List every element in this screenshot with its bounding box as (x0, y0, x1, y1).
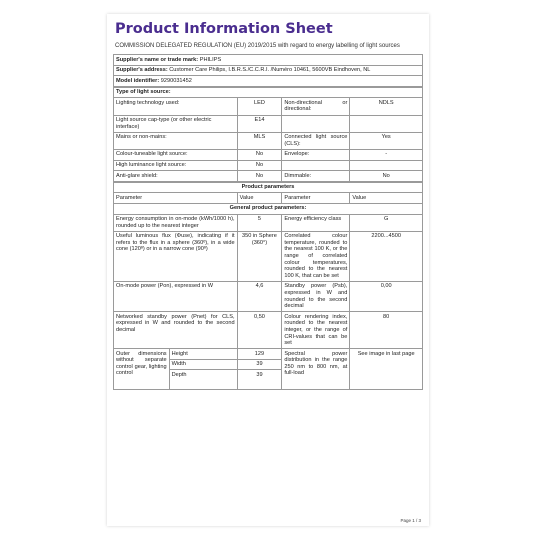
dimensions-row (114, 349, 423, 360)
type-label: Colour-tuneable light source: (114, 149, 238, 160)
column-header-parameter: Parameter (282, 193, 350, 204)
param-label: Networked standby power (Pnet) for CLS, expressed in W and rounded to the second decimal (114, 312, 238, 349)
general-params-heading: General product parameters: (114, 203, 423, 214)
type-heading: Type of light source: (114, 87, 423, 98)
spectral-label: Spectral power distribution in the range 250 nm to 800 nm, at full-load (282, 349, 350, 390)
type-value: MLS (237, 132, 282, 149)
type-value (350, 160, 423, 171)
spectral-value: See image in last page (350, 349, 423, 390)
page-content (113, 20, 423, 390)
type-table (113, 87, 423, 182)
type-row (114, 98, 423, 115)
param-value: 80 (350, 312, 423, 349)
param-label: Useful luminous flux (Φuse), indicating if it refers to the flux in a sphere (360º), in a wide cone (120º) or in a narrow cone (90º) (114, 231, 238, 281)
type-label: Dimmable: (282, 171, 350, 182)
page-number: Page 1 / 3 (400, 518, 421, 523)
type-value: LED (237, 98, 282, 115)
supplier-address-label: Supplier's address: (116, 67, 168, 74)
column-header-parameter: Parameter (114, 193, 238, 204)
height-label: Height (169, 349, 237, 360)
params-row (114, 312, 423, 349)
param-value: 4,6 (237, 281, 282, 311)
type-label: Connected light source (CLS): (282, 132, 350, 149)
type-label (282, 160, 350, 171)
type-value: NDLS (350, 98, 423, 115)
type-label: Envelope: (282, 149, 350, 160)
param-value: 2200...4500 (350, 231, 423, 281)
model-identifier-label: Model identifier: (116, 77, 160, 84)
model-identifier-value: 9290031452 (160, 77, 192, 84)
type-value: No (237, 149, 282, 160)
supplier-address-row (114, 65, 423, 76)
type-row (114, 160, 423, 171)
param-label: Colour rendering index, rounded to the nearest integer, or the range of CRI-values that can be set (282, 312, 350, 349)
params-header-row (114, 193, 423, 204)
column-header-value: Value (350, 193, 423, 204)
type-value: No (237, 171, 282, 182)
param-label: Energy consumption in on-mode (kWh/1000 h), rounded up to the nearest integer (114, 214, 238, 231)
supplier-name-label: Supplier's name or trade mark: (116, 56, 199, 63)
param-label: Correlated colour temperature, rounded to the nearest 100 K, or the range of correlated colour temperatures, rounded to the nearest 100 K, that can be set (282, 231, 350, 281)
type-label: Mains or non-mains: (114, 132, 238, 149)
model-identifier-row (114, 76, 423, 87)
depth-label: Depth (169, 370, 237, 390)
param-value: 0,50 (237, 312, 282, 349)
height-value: 129 (237, 349, 282, 360)
type-value: No (237, 160, 282, 171)
type-value: E14 (237, 115, 282, 132)
type-row (114, 115, 423, 132)
document-page (107, 14, 429, 526)
type-label: Non-directional or directional: (282, 98, 350, 115)
type-row (114, 171, 423, 182)
type-value: Yes (350, 132, 423, 149)
type-label (282, 115, 350, 132)
param-value: 0,00 (350, 281, 423, 311)
params-table (113, 182, 423, 391)
dimensions-label: Outer dimensions without separate control gear, lighting control (114, 349, 170, 390)
supplier-name-value: PHILIPS (199, 56, 222, 63)
param-value: 5 (237, 214, 282, 231)
type-label: High luminance light source: (114, 160, 238, 171)
param-label: Standby power (Psb), expressed in W and rounded to the second decimal (282, 281, 350, 311)
supplier-name-row (114, 55, 423, 66)
params-row (114, 231, 423, 281)
param-value: 350 in Sphere (360°) (237, 231, 282, 281)
supplier-table (113, 54, 423, 87)
params-row (114, 281, 423, 311)
type-label: Light source cap-type (or other electric interface) (114, 115, 238, 132)
params-row (114, 214, 423, 231)
column-header-value: Value (237, 193, 282, 204)
supplier-address-value: Customer Care Philips, I.B.R.S./C.C.R.I. /Numéro 10461, 5600VB Eindhoven, NL (169, 67, 371, 74)
param-label: On-mode power (Pon), expressed in W (114, 281, 238, 311)
width-label: Width (169, 359, 237, 370)
type-value: No (350, 171, 423, 182)
width-value: 39 (237, 359, 282, 370)
type-row (114, 149, 423, 160)
params-heading: Product parameters (114, 182, 423, 193)
type-value: - (350, 149, 423, 160)
param-label: Energy efficiency class (282, 214, 350, 231)
param-value: G (350, 214, 423, 231)
type-label: Anti-glare shield: (114, 171, 238, 182)
depth-value: 39 (237, 370, 282, 390)
page-title: Product Information Sheet (115, 21, 333, 37)
type-row (114, 132, 423, 149)
type-label: Lighting technology used: (114, 98, 238, 115)
regulation-subtitle: COMMISSION DELEGATED REGULATION (EU) 2019/2015 with regard to energy labelling of light sources (115, 43, 400, 49)
type-value (350, 115, 423, 132)
